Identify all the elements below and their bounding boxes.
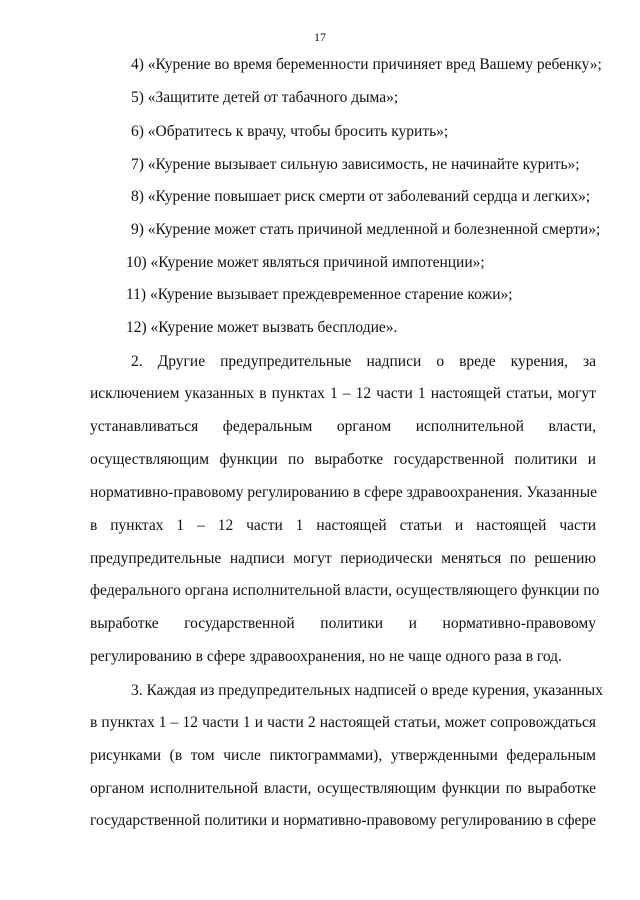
paragraph-2-line: устанавливаться федеральным органом исполнительной власти, — [90, 418, 596, 435]
paragraph-3-line: в пунктах 1 – 12 части 1 и части 2 настоящей статьи, может сопровождаться — [90, 714, 596, 731]
paragraph-2-line: федерального органа исполнительной власти, осуществляющего функции по — [90, 582, 600, 599]
paragraph-2-line: регулированию в сфере здравоохранения, но не чаще одного раза в год. — [90, 648, 562, 665]
paragraph-3-line: рисунками (в том числе пиктограммами), утвержденными федеральным — [90, 747, 596, 764]
list-item: 5) «Защитите детей от табачного дыма»; — [131, 89, 399, 106]
paragraph-2-line: нормативно-правовому регулированию в сфере здравоохранения. Указанные — [90, 484, 598, 501]
list-item: 10) «Курение может являться причиной импотенции»; — [126, 254, 485, 271]
paragraph-3-line: 3. Каждая из предупредительных надписей о вреде курения, указанных — [131, 682, 603, 699]
list-item: 12) «Курение может вызвать бесплодие». — [126, 319, 398, 336]
paragraph-2-line: 2. Другие предупредительные надписи о вреде курения, за — [131, 353, 596, 370]
paragraph-2-line: исключением указанных в пунктах 1 – 12 части 1 настоящей статьи, могут — [90, 385, 596, 402]
list-item: 6) «Обратитесь к врачу, чтобы бросить курить»; — [131, 123, 449, 140]
list-item: 9) «Курение может стать причиной медленной и болезненной смерти»; — [131, 221, 601, 238]
paragraph-3-line: государственной политики и нормативно-правовому регулированию в сфере — [90, 812, 596, 829]
paragraph-2-line: предупредительные надписи могут периодически меняться по решению — [90, 550, 596, 567]
page-number: 17 — [314, 30, 326, 44]
list-item: 4) «Курение во время беременности причиняет вред Вашему ребенку»; — [131, 56, 602, 73]
list-item: 7) «Курение вызывает сильную зависимость, не начинайте курить»; — [131, 156, 580, 173]
paragraph-2-line: выработке государственной политики и нормативно-правовому — [90, 615, 596, 632]
paragraph-2-line: осуществляющим функции по выработке государственной политики и — [90, 451, 596, 468]
paragraph-2-line: в пунктах 1 – 12 части 1 настоящей статьи и настоящей части — [90, 517, 596, 534]
paragraph-3-line: органом исполнительной власти, осуществляющим функции по выработке — [90, 780, 596, 797]
list-item: 8) «Курение повышает риск смерти от заболеваний сердца и легких»; — [131, 188, 591, 205]
list-item: 11) «Курение вызывает преждевременное старение кожи»; — [126, 286, 513, 303]
